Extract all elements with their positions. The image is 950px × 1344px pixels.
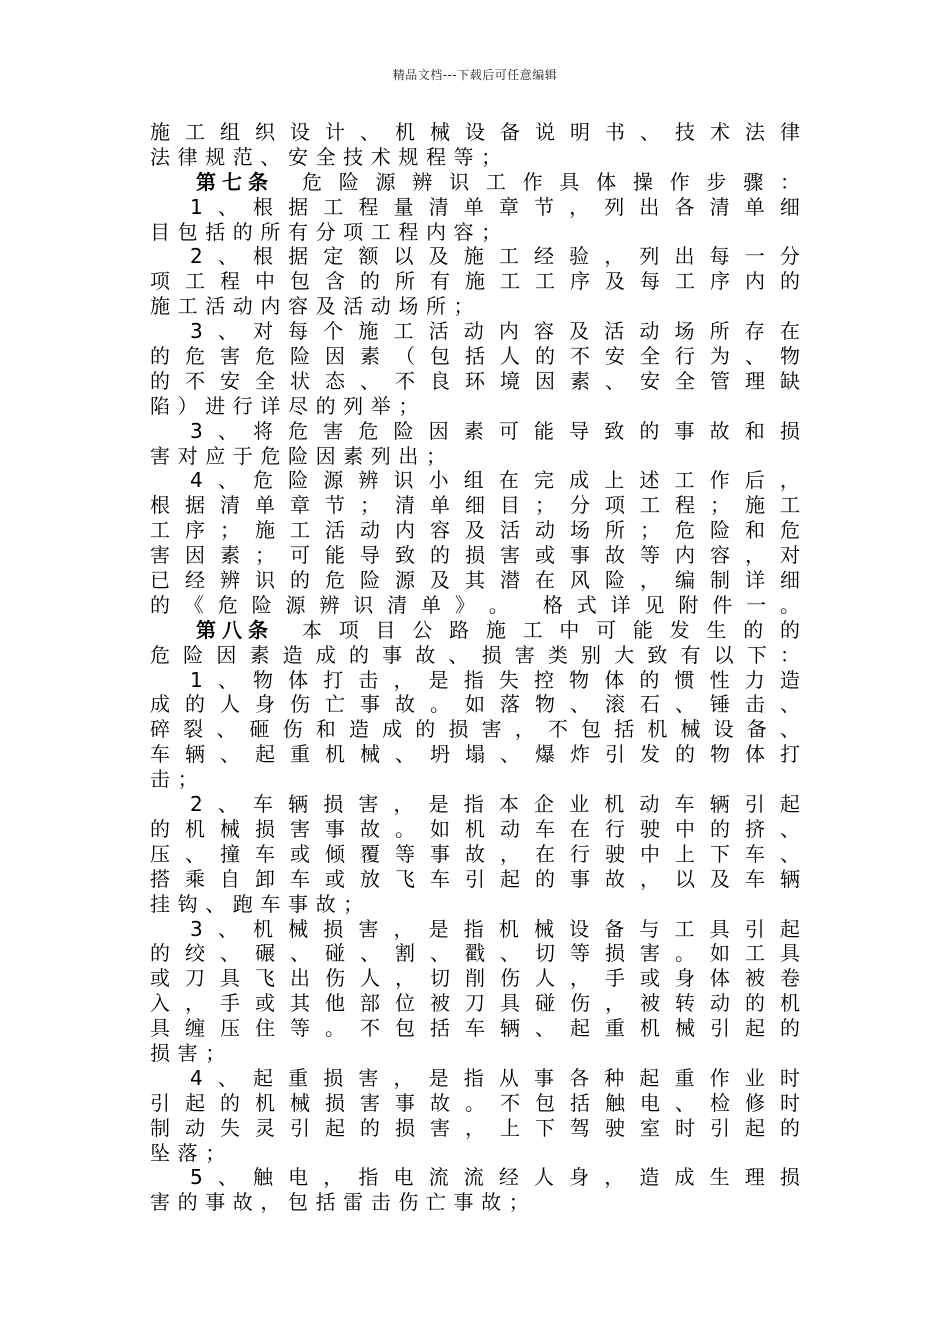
text-line bbox=[150, 717, 800, 742]
text-line bbox=[150, 1066, 800, 1091]
text-line bbox=[150, 344, 800, 369]
line-text: 害 的 事 故 ， 包 括 雷 击 伤 亡 事 故 ； bbox=[150, 1190, 529, 1215]
text-line bbox=[150, 1116, 800, 1141]
text-line bbox=[150, 269, 800, 294]
line-text: 本 项 目 公 路 施 工 中 可 能 发 生 的 的 bbox=[302, 617, 800, 642]
text-line bbox=[150, 394, 800, 419]
text-line bbox=[150, 493, 800, 518]
document-body bbox=[150, 120, 800, 1215]
line-text: 成 的 人 身 伤 亡 事 故 。 如 落 物 、 滚 石 、 锤 击 、 bbox=[150, 692, 800, 717]
text-line bbox=[150, 468, 800, 493]
text-line bbox=[150, 991, 800, 1016]
text-line bbox=[150, 518, 800, 543]
line-text: 陷 ） 进 行 详 尽 的 列 举 ； bbox=[150, 393, 419, 418]
text-line bbox=[150, 1041, 800, 1066]
text-line bbox=[150, 892, 800, 917]
line-text: 挂 钩 、 跑 车 事 故 ； bbox=[150, 891, 364, 916]
line-text: 施 工 活 动 内 容 及 活 动 场 所 ； bbox=[150, 294, 474, 319]
text-line bbox=[150, 966, 800, 991]
text-line bbox=[150, 145, 800, 170]
line-text: 的 机 械 损 害 事 故 。 如 机 动 车 在 行 驶 中 的 挤 、 bbox=[150, 816, 800, 841]
text-line bbox=[150, 1016, 800, 1041]
text-line bbox=[150, 543, 800, 568]
line-text: 法 律 规 范 、 安 全 技 术 规 程 等 ； bbox=[150, 144, 502, 169]
line-text: 项 工 程 中 包 含 的 所 有 施 工 工 序 及 每 工 序 内 的 bbox=[150, 269, 800, 294]
line-text: 制 动 失 灵 引 起 的 损 害 ， 上 下 驾 驶 室 时 引 起 的 bbox=[150, 1115, 800, 1140]
text-line bbox=[150, 867, 800, 892]
text-line bbox=[150, 319, 800, 344]
line-text: 害 因 素 ； 可 能 导 致 的 损 害 或 事 故 等 内 容 ， 对 bbox=[150, 543, 800, 568]
line-text: 的 不 安 全 状 态 、 不 良 环 境 因 素 、 安 全 管 理 缺 bbox=[150, 368, 800, 393]
article-number: 第七条 bbox=[196, 169, 274, 194]
page-header: 精品文档---下载后可任意编辑 bbox=[392, 68, 558, 82]
text-line bbox=[150, 195, 800, 220]
text-line bbox=[150, 593, 800, 618]
text-line bbox=[150, 1141, 800, 1166]
line-text: 工 序 ； 施 工 活 动 内 容 及 活 动 场 所 ； 危 险 和 危 bbox=[150, 518, 800, 543]
text-line bbox=[150, 941, 800, 966]
line-text: 车 辆 、 起 重 机 械 、 坍 塌 、 爆 炸 引 发 的 物 体 打 bbox=[150, 742, 800, 767]
line-text: 损 害 ； bbox=[150, 1040, 226, 1065]
line-text: 2 、 根 据 定 额 以 及 施 工 经 验 ， 列 出 每 一 分 bbox=[190, 244, 800, 269]
text-line bbox=[150, 244, 800, 269]
line-text: 的 《 危 险 源 辨 识 清 单 》 。 格 式 详 见 附 件 一 。 bbox=[150, 592, 800, 617]
line-text: 入 ， 手 或 其 他 部 位 被 刀 具 碰 伤 ， 被 转 动 的 机 bbox=[150, 991, 800, 1016]
line-text: 目 包 括 的 所 有 分 项 工 程 内 容 ； bbox=[150, 219, 502, 244]
line-text: 3 、 将 危 害 危 险 因 素 可 能 导 致 的 事 故 和 损 bbox=[190, 418, 800, 443]
text-line bbox=[150, 369, 800, 394]
line-text: 压 、 撞 车 或 倾 覆 等 事 故 ， 在 行 驶 中 上 下 车 、 bbox=[150, 841, 800, 866]
line-text: 4 、 起 重 损 害 ， 是 指 从 事 各 种 起 重 作 业 时 bbox=[190, 1065, 800, 1090]
line-text: 施 工 组 织 设 计 、 机 械 设 备 说 明 书 、 技 术 法 律 bbox=[150, 120, 800, 144]
text-line bbox=[150, 568, 800, 593]
line-text: 引 起 的 机 械 损 害 事 故 。 不 包 括 触 电 、 检 修 时 bbox=[150, 1090, 800, 1115]
text-line bbox=[150, 842, 800, 867]
text-line bbox=[150, 1165, 800, 1190]
text-line bbox=[150, 419, 800, 444]
line-text: 危 险 因 素 造 成 的 事 故 、 损 害 类 别 大 致 有 以 下 ： bbox=[150, 642, 800, 667]
text-line bbox=[150, 170, 800, 195]
line-text: 搭 乘 自 卸 车 或 放 飞 车 引 起 的 事 故 ， 以 及 车 辆 bbox=[150, 866, 800, 891]
line-text: 坠 落 ； bbox=[150, 1140, 226, 1165]
text-line bbox=[150, 618, 800, 643]
line-text: 碎 裂 、 砸 伤 和 造 成 的 损 害 ， 不 包 括 机 械 设 备 、 bbox=[150, 717, 800, 742]
line-text: 的 危 害 危 险 因 素 （ 包 括 人 的 不 安 全 行 为 、 物 bbox=[150, 344, 800, 369]
line-text: 害 对 应 于 危 险 因 素 列 出 ； bbox=[150, 443, 446, 468]
text-line bbox=[150, 817, 800, 842]
text-line bbox=[150, 643, 800, 668]
text-line bbox=[150, 1091, 800, 1116]
text-line bbox=[150, 792, 800, 817]
line-text: 根 据 清 单 章 节 ； 清 单 细 目 ； 分 项 工 程 ； 施 工 bbox=[150, 493, 800, 518]
text-line bbox=[150, 294, 800, 319]
line-text: 已 经 辨 识 的 危 险 源 及 其 潜 在 风 险 ， 编 制 详 细 bbox=[150, 568, 800, 593]
line-text: 具 缠 压 住 等 。 不 包 括 车 辆 、 起 重 机 械 引 起 的 bbox=[150, 1016, 800, 1041]
line-text: 3 、 机 械 损 害 ， 是 指 机 械 设 备 与 工 具 引 起 bbox=[190, 916, 800, 941]
line-text: 击 ； bbox=[150, 767, 198, 792]
text-line bbox=[150, 220, 800, 245]
text-line bbox=[150, 120, 800, 145]
text-line bbox=[150, 668, 800, 693]
text-line bbox=[150, 1190, 800, 1215]
line-text: 3 、 对 每 个 施 工 活 动 内 容 及 活 动 场 所 存 在 bbox=[190, 319, 800, 344]
line-text: 1 、 物 体 打 击 ， 是 指 失 控 物 体 的 惯 性 力 造 bbox=[190, 667, 800, 692]
line-text: 的 绞 、 碾 、 碰 、 割 、 戳 、 切 等 损 害 。 如 工 具 bbox=[150, 941, 800, 966]
text-line bbox=[150, 692, 800, 717]
line-text: 危 险 源 辨 识 工 作 具 体 操 作 步 骤 ： bbox=[302, 169, 800, 194]
text-line bbox=[150, 444, 800, 469]
line-text: 1 、 根 据 工 程 量 清 单 章 节 ， 列 出 各 清 单 细 bbox=[190, 194, 800, 219]
line-text: 2 、 车 辆 损 害 ， 是 指 本 企 业 机 动 车 辆 引 起 bbox=[190, 792, 800, 817]
text-line bbox=[150, 917, 800, 942]
text-line bbox=[150, 767, 800, 792]
article-number: 第八条 bbox=[196, 617, 274, 642]
text-line bbox=[150, 742, 800, 767]
line-text: 5 、 触 电 ， 指 电 流 流 经 人 身 ， 造 成 生 理 损 bbox=[190, 1165, 800, 1190]
line-text: 4 、 危 险 源 辨 识 小 组 在 完 成 上 述 工 作 后 ， bbox=[190, 468, 800, 493]
line-text: 或 刀 具 飞 出 伤 人 ， 切 削 伤 人 ， 手 或 身 体 被 卷 bbox=[150, 966, 800, 991]
